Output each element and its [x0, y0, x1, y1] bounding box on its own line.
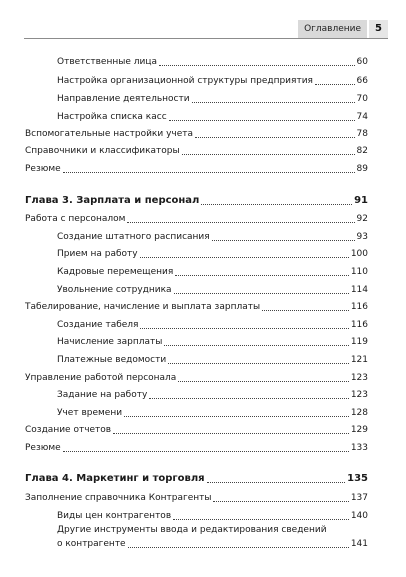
toc-entry[interactable]: Виды цен контрагентов 140	[57, 511, 368, 521]
toc-entry[interactable]: Настройка списка касс 74	[57, 112, 368, 122]
toc-entry[interactable]: Увольнение сотрудника 114	[57, 285, 368, 295]
toc-entry[interactable]: Платежные ведомости 121	[57, 355, 368, 365]
toc-entry-first-line[interactable]: Другие инструменты ввода и редактирования сведений	[57, 525, 327, 535]
toc-entry[interactable]: Учет времени 128	[57, 408, 368, 418]
toc-entry[interactable]: Направление деятельности 70	[57, 94, 368, 104]
toc-entry[interactable]: Табелирование, начисление и выплата зарплаты 116	[25, 302, 368, 312]
toc-entry[interactable]: Заполнение справочника Контрагенты 137	[25, 493, 368, 503]
toc-entry[interactable]: Управление работой персонала 123	[25, 373, 368, 383]
toc-entry[interactable]: Создание отчетов 129	[25, 425, 368, 435]
toc-entry[interactable]: о контрагенте 141	[57, 539, 368, 549]
toc-chapter-entry[interactable]: Глава 3. Зарплата и персонал 91	[25, 195, 368, 206]
toc-entry[interactable]: Кадровые перемещения 110	[57, 267, 368, 277]
toc-entry[interactable]: Создание штатного расписания 93	[57, 232, 368, 242]
toc-entry[interactable]: Ответственные лица 60	[57, 57, 368, 67]
toc-entry[interactable]: Начисление зарплаты 119	[57, 337, 368, 347]
toc-entry[interactable]: Создание табеля 116	[57, 320, 368, 330]
toc-entry[interactable]: Резюме 89	[25, 164, 368, 174]
toc-entry[interactable]: Справочники и классификаторы 82	[25, 146, 368, 156]
toc-entry[interactable]: Работа с персоналом 92	[25, 214, 368, 224]
toc-chapter-entry[interactable]: Глава 4. Маркетинг и торговля 135	[25, 473, 368, 484]
toc-entry[interactable]: Настройка организационной структуры предприятия 66	[57, 76, 368, 86]
running-header-title: Оглавление	[298, 20, 367, 38]
toc-entry[interactable]: Резюме 133	[25, 443, 368, 453]
page-number: 5	[367, 20, 388, 38]
toc-entry[interactable]: Вспомогательные настройки учета 78	[25, 129, 368, 139]
toc-entry[interactable]: Прием на работу 100	[57, 249, 368, 259]
toc-entry[interactable]: Задание на работу 123	[57, 390, 368, 400]
